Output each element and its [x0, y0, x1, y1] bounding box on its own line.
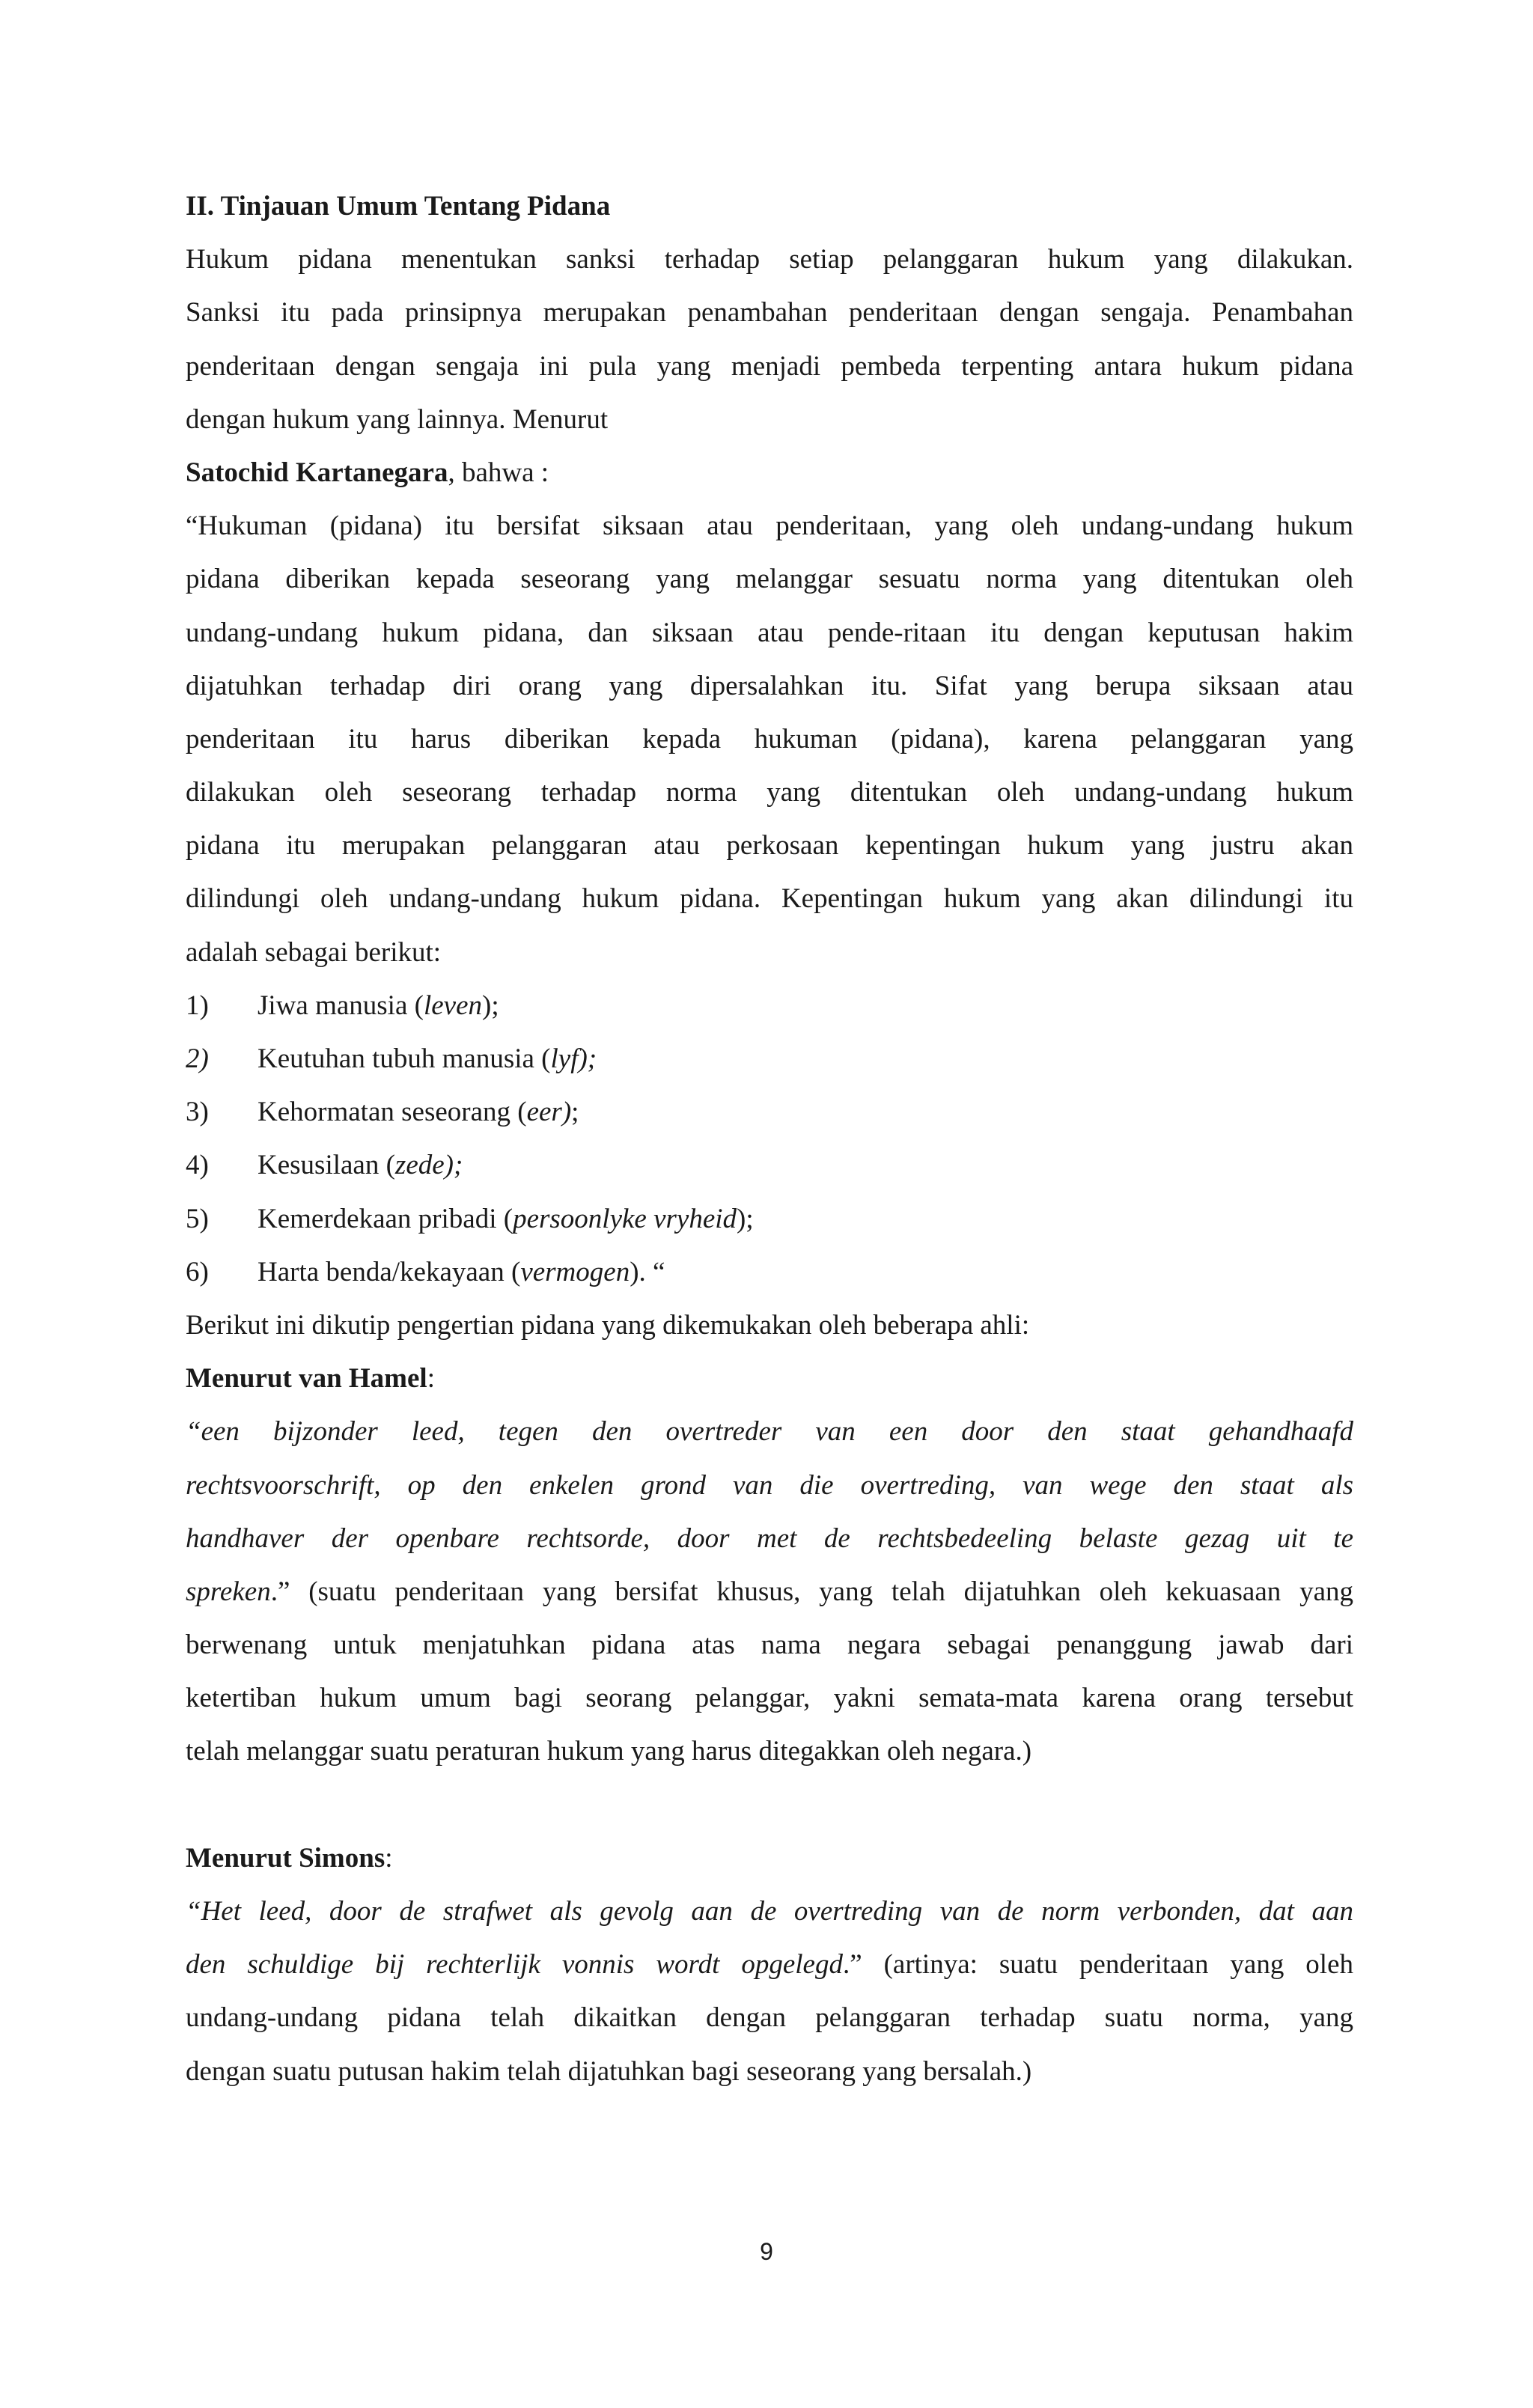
quote-line: penderitaan itu harus diberikan kepada hukuman (pidana), karena pelanggaran yang [186, 723, 1353, 755]
berikut-line: Berikut ini dikutip pengertian pidana yang dikemukakan oleh beberapa ahli: [186, 1309, 1030, 1341]
list-text: Kemerdekaan pribadi (persoonlyke vryheid); [257, 1203, 754, 1234]
intro-line: Hukum pidana menentukan sanksi terhadap setiap pelanggaran hukum yang dilakukan. [186, 244, 1353, 275]
spacer [186, 1778, 1353, 1832]
list-text: Harta benda/kekayaan (vermogen). “ [257, 1256, 665, 1287]
list-item [186, 1192, 1353, 1246]
list-number: 6) [186, 1256, 209, 1287]
list-number: 4) [186, 1150, 209, 1181]
quote-line: pidana diberikan kepada seseorang yang melanggar sesuatu norma yang ditentukan oleh [186, 564, 1353, 595]
simons-line: “Het leed, door de strafwet als gevolg aan de overtreding van de norm verbonden, dat aan [186, 1896, 1353, 1927]
quote-line: adalah sebagai berikut: [186, 936, 442, 968]
list-text: Keutuhan tubuh manusia (lyf); [257, 1043, 597, 1074]
quote-line: dilakukan oleh seseorang terhadap norma yang ditentukan oleh undang-undang hukum [186, 777, 1353, 808]
simons-heading: Menurut Simons: [186, 1842, 393, 1874]
list-number: 1) [186, 990, 209, 1021]
quote-line: dilindungi oleh undang-undang hukum pidana. Kepentingan hukum yang akan dilindungi itu [186, 883, 1353, 915]
vanhamel-line: ketertiban hukum umum bagi seorang pelanggar, yakni semata-mata karena orang tersebut [186, 1683, 1353, 1714]
simons-line: dengan suatu putusan hakim telah dijatuhkan bagi seseorang yang bersalah.) [186, 2055, 1032, 2087]
list-item [186, 1246, 1353, 1299]
vanhamel-line: “een bijzonder leed, tegen den overtreder van een door den staat gehandhaafd [186, 1416, 1353, 1448]
vanhamel-line: spreken.” (suatu penderitaan yang bersifat khusus, yang telah dijatuhkan oleh kekuasaan yang [186, 1576, 1353, 1607]
simons-line: den schuldige bij rechterlijk vonnis wordt opgelegd.” (artinya: suatu penderitaan yang oleh [186, 1949, 1354, 1981]
satochid-after: , bahwa : [448, 457, 549, 488]
intro-line: Sanksi itu pada prinsipnya merupakan penambahan penderitaan dengan sengaja. Penambahan [186, 297, 1353, 329]
page-number: 9 [760, 2238, 773, 2265]
vanhamel-line: rechtsvoorschrift, op den enkelen grond van die overtreding, van wege den staat als [186, 1469, 1353, 1501]
vanhamel-line: handhaver der openbare rechtsorde, door met de rechtsbedeeling belaste gezag uit te [186, 1522, 1353, 1554]
satochid-line [186, 446, 1353, 499]
vanhamel-line: berwenang untuk menjatuhkan pidana atas nama negara sebagai penanggung jawab dari [186, 1630, 1353, 1661]
vanhamel-line: telah melanggar suatu peraturan hukum yang harus ditegakkan oleh negara.) [186, 1736, 1032, 1767]
list-item [186, 979, 1353, 1032]
list-text: Kesusilaan (zede); [257, 1150, 463, 1181]
intro-line: penderitaan dengan sengaja ini pula yang menjadi pembeda terpenting antara hukum pidana [186, 350, 1353, 382]
satochid-name: Satochid Kartanegara [186, 457, 448, 488]
intro-line: dengan hukum yang lainnya. Menurut [186, 403, 609, 435]
list-number: 2) [186, 1043, 209, 1074]
quote-line: pidana itu merupakan pelanggaran atau perkosaan kepentingan hukum yang justru akan [186, 830, 1353, 862]
list-number: 5) [186, 1203, 209, 1234]
list-text: Kehormatan seseorang (eer); [257, 1097, 579, 1128]
quote-line: undang-undang hukum pidana, dan siksaan atau pende-ritaan itu dengan keputusan hakim [186, 617, 1353, 648]
quote-line: dijatuhkan terhadap diri orang yang dipersalahkan itu. Sifat yang berupa siksaan atau [186, 670, 1353, 701]
simons-line: undang-undang pidana telah dikaitkan dengan pelanggaran terhadap suatu norma, yang [186, 2002, 1353, 2034]
section-heading: II. Tinjauan Umum Tentang Pidana [186, 191, 611, 222]
list-text: Jiwa manusia (leven); [257, 990, 499, 1021]
list-item [186, 1139, 1353, 1192]
vanhamel-heading: Menurut van Hamel: [186, 1363, 435, 1394]
list-item [186, 1085, 1353, 1139]
page-content [186, 180, 1353, 2098]
list-number: 3) [186, 1097, 209, 1128]
list-item [186, 1032, 1353, 1085]
quote-line: “Hukuman (pidana) itu bersifat siksaan atau penderitaan, yang oleh undang-undang hukum [186, 510, 1353, 542]
